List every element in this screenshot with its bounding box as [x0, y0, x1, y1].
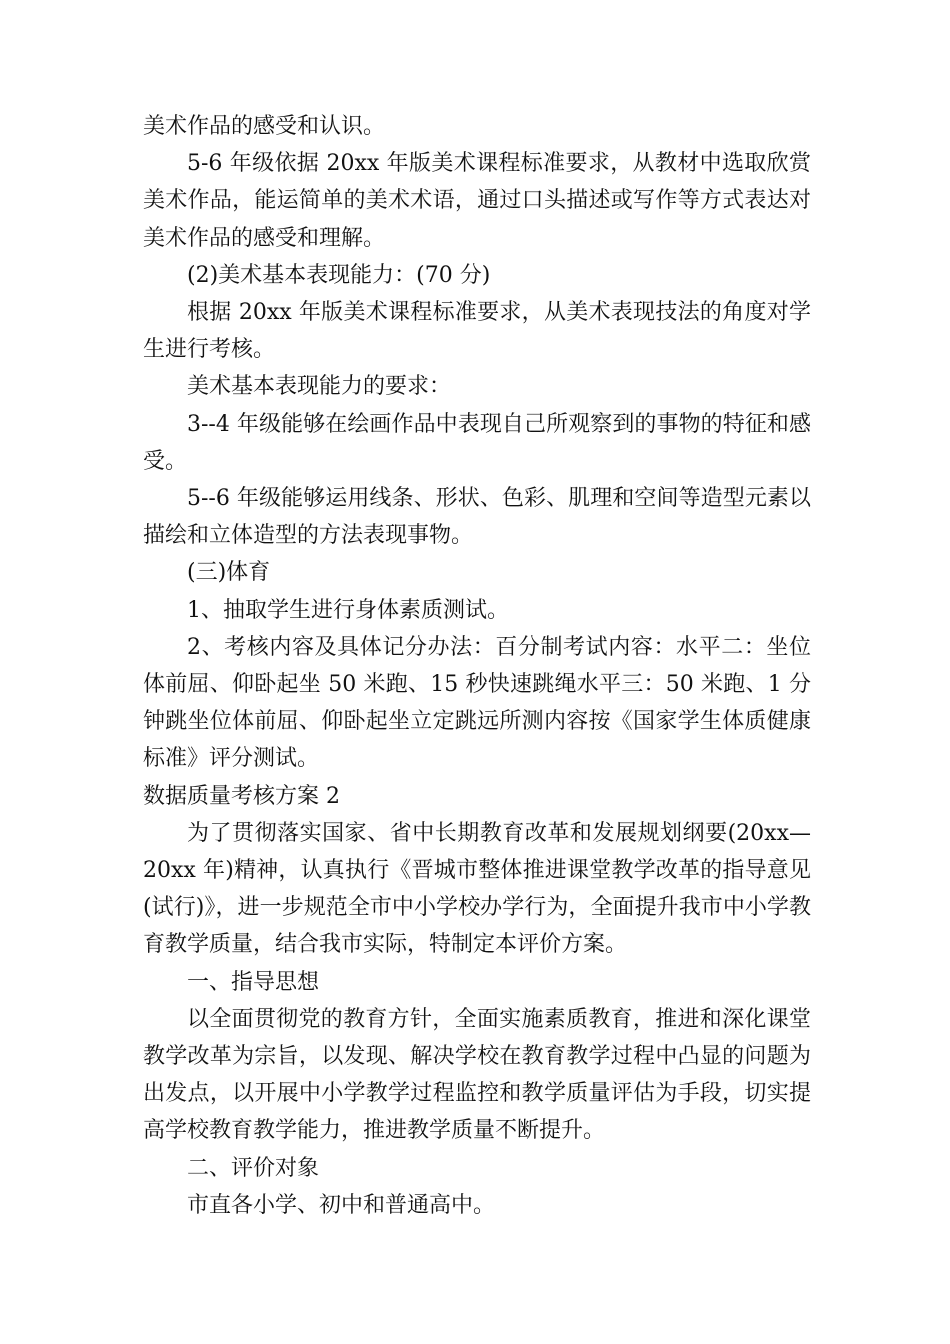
paragraph: 根据 20xx 年版美术课程标准要求，从美术表现技法的角度对学生进行考核。 — [143, 300, 811, 363]
paragraph: 5--6 年级能够运用线条、形状、色彩、肌理和空间等造型元素以描绘和立体造型的方法表现事物。 — [143, 486, 811, 549]
document-title: 数据质量考核方案 2 — [143, 783, 340, 809]
paragraph: 为了贯彻落实国家、省中长期教育改革和发展规划纲要(20xx—20xx 年)精神，认真执行《晋城市整体推进课堂教学改革的指导意见(试行)》，进一步规范全市中小学校办学行为，全面提升我市中小学教育教学质量，结合我市实际，特制定本评价方案。 — [143, 820, 811, 958]
paragraph: 以全面贯彻党的教育方针，全面实施素质教育，推进和深化课堂教学改革为宗旨，以发现、解决学校在教育教学过程中凸显的问题为出发点，以开展中小学教学过程监控和教学质量评估为手段，切实提高学校教育教学能力，推进教学质量不断提升。 — [143, 1006, 811, 1144]
paragraph: 3--4 年级能够在绘画作品中表现自己所观察到的事物的特征和感受。 — [143, 411, 811, 474]
paragraph: 美术基本表现能力的要求： — [187, 374, 452, 400]
paragraph: 5-6 年级依据 20xx 年版美术课程标准要求，从教材中选取欣赏美术作品，能运简单的美术术语，通过口头描述或写作等方式表达对美术作品的感受和理解。 — [143, 151, 811, 251]
section-heading: (三)体育 — [187, 560, 271, 586]
section-heading: 一、指导思想 — [187, 969, 320, 995]
paragraph: 2、考核内容及具体记分办法：百分制考试内容：水平二：坐位体前屈、仰卧起坐 50 米跑、15 秒快速跳绳水平三：50 米跑、1 分钟跳坐位体前屈、仰卧起坐立定跳远所测内容按《国家学生体质健康标准》评分测试。 — [143, 634, 811, 772]
section-heading: (2)美术基本表现能力：(70 分) — [187, 262, 491, 288]
paragraph: 市直各小学、初中和普通高中。 — [187, 1192, 496, 1218]
section-heading: 二、评价对象 — [187, 1155, 320, 1181]
paragraph: 美术作品的感受和认识。 — [143, 114, 386, 139]
paragraph: 1、抽取学生进行身体素质测试。 — [187, 597, 509, 623]
document-body — [143, 108, 811, 1224]
